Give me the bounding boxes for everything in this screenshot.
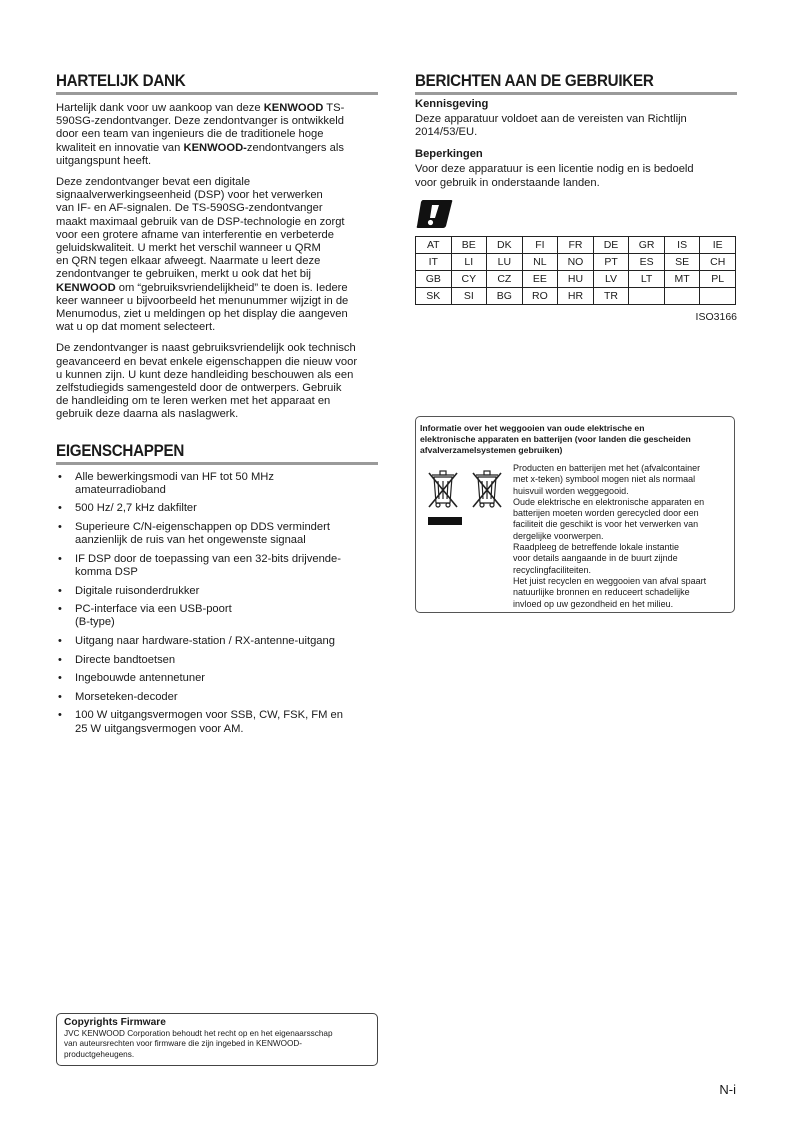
page-number: N-i <box>719 1082 736 1097</box>
country-cell: DK <box>487 236 523 253</box>
country-cell: HU <box>558 270 594 287</box>
country-cell: SE <box>664 253 700 270</box>
country-cell: CH <box>700 253 736 270</box>
country-cell: IE <box>700 236 736 253</box>
list-item: • 100 W uitgangsvermogen voor SSB, CW, FSK, FM en 25 W uitgangsvermogen voor AM. <box>58 709 343 735</box>
notice-title: Kennisgeving <box>415 98 489 110</box>
notice-text: Deze apparatuur voldoet aan de vereisten van Richtlijn 2014/53/EU. <box>415 113 687 139</box>
country-cell: SI <box>451 287 487 304</box>
country-cell: LU <box>487 253 523 270</box>
table-row <box>416 287 736 304</box>
country-cell: TR <box>593 287 629 304</box>
country-cell: FR <box>558 236 594 253</box>
list-item: • PC-interface via een USB-poort (B-type) <box>58 603 232 629</box>
table-row <box>416 253 736 270</box>
country-cell: IS <box>664 236 700 253</box>
copyright-title: Copyrights Firmware <box>64 1017 166 1028</box>
left-column <box>56 72 378 741</box>
table-row <box>416 236 736 253</box>
thanks-paragraph-2: Deze zendontvanger bevat een digitale signaalverwerkingseenheid (DSP) voor het verwerken van IF- en AF-signalen. De TS-590SG-zendontvanger maakt maximaal gebruik van de DSP-technologie en zorgt voor een grotere afname van interferentie en verbeterde geluidskwaliteit. U merkt het verschil wanneer u QRM en QRN tegen elkaar afweegt. Naarmate u leert deze zendontvanger te gebruiken, merkt u ook dat het bij KENWOOD om “gebruiksvriendelijkheid” te doen is. Iedere keer wanneer u bijvoorbeeld het menunummer wijzigt in de Menumodus, ziet u meldingen op het display die aangeven wat u op dat moment selecteert. <box>56 176 349 334</box>
restrictions-title: Beperkingen <box>415 148 483 161</box>
country-cell: IT <box>416 253 452 270</box>
country-cell <box>629 287 665 304</box>
country-cell: NL <box>522 253 558 270</box>
weee-bar <box>428 517 462 525</box>
thanks-heading: HARTELIJK DANK <box>56 72 378 95</box>
restrictions-text: Voor deze apparatuur is een licentie nodig en is bedoeld voor gebruik in onderstaande landen. <box>415 163 694 189</box>
iso-label: ISO3166 <box>695 310 737 323</box>
thanks-paragraph-1: Hartelijk dank voor uw aankoop van deze KENWOOD TS- 590SG-zendontvanger. Deze zendontvanger is ontwikkeld door een team van ingenieurs die de traditionele hoge kwaliteit en innovatie van KENWOOD-zendontvangers als uitgangspunt heeft. <box>56 102 345 167</box>
crossed-bin-icon <box>429 471 457 507</box>
list-item: • Digitale ruisonderdrukker <box>58 584 200 597</box>
list-item: • Superieure C/N-eigenschappen op DDS vermindert aanzienlijk de ruis van het ongewenste signaal <box>58 521 330 547</box>
list-item: • Morseteken-decoder <box>58 690 178 703</box>
list-item: • 500 Hz/ 2,7 kHz dakfilter <box>58 502 197 515</box>
country-cell: RO <box>522 287 558 304</box>
country-cell: BG <box>487 287 523 304</box>
waste-text: Producten en batterijen met het (afvalcontainer met x-teken) symbool mogen niet als normaal huisvuil worden weggegooid. Oude elektrische en elektronische apparaten en batterijen moeten worden gerecycled door een faciliteit die geschikt is voor het verwerken van dergelijke voorwerpen. Raadpleeg de betreffende lokale instantie voor details aangaande in de buurt zijnde recyclingfaciliteiten. Het juist recyclen en weggooien van afval spaart natuurlijke bronnen en reduceert schadelijke invloed op uw gezondheid en het milieu. <box>513 463 707 609</box>
country-cell: AT <box>416 236 452 253</box>
waste-disposal-box <box>415 416 735 613</box>
country-cell: SK <box>416 287 452 304</box>
country-cell: FI <box>522 236 558 253</box>
copyright-text: JVC KENWOOD Corporation behoudt het recht op en het eigenaarsschap van auteursrechten voor firmware die zijn ingebed in KENWOOD- productgeheugens. <box>64 1029 333 1059</box>
waste-title: Informatie over het weggooien van oude elektrische en elektronische apparaten en batterijen (voor landen die gescheiden afvalverzamelsystemen gebruiken) <box>420 423 691 455</box>
country-cell: CZ <box>487 270 523 287</box>
country-cell: GB <box>416 270 452 287</box>
country-cell: CY <box>451 270 487 287</box>
exclamation-warning-icon <box>415 197 455 231</box>
country-cell: LV <box>593 270 629 287</box>
country-table <box>415 236 736 305</box>
user-notices-heading: BERICHTEN AAN DE GEBRUIKER <box>415 72 737 95</box>
table-row <box>416 270 736 287</box>
features-heading: EIGENSCHAPPEN <box>56 442 378 465</box>
country-cell: ES <box>629 253 665 270</box>
country-cell: BE <box>451 236 487 253</box>
list-item: • Directe bandtoetsen <box>58 653 176 666</box>
list-item: • Uitgang naar hardware-station / RX-antenne-uitgang <box>58 635 335 648</box>
country-cell: HR <box>558 287 594 304</box>
copyright-box <box>56 1013 378 1066</box>
country-cell: LI <box>451 253 487 270</box>
country-cell: PL <box>700 270 736 287</box>
country-cell: PT <box>593 253 629 270</box>
country-cell <box>664 287 700 304</box>
weee-symbols <box>426 469 506 536</box>
list-item: • Alle bewerkingsmodi van HF tot 50 MHz amateurradioband <box>58 470 274 496</box>
country-cell: NO <box>558 253 594 270</box>
country-cell: GR <box>629 236 665 253</box>
right-column <box>415 72 737 609</box>
country-cell: EE <box>522 270 558 287</box>
country-cell: LT <box>629 270 665 287</box>
list-item: • IF DSP door de toepassing van een 32-bits drijvende- komma DSP <box>58 552 341 579</box>
crossed-battery-bin-icon <box>473 471 501 507</box>
country-cell <box>700 287 736 304</box>
country-cell: DE <box>593 236 629 253</box>
features-list <box>56 471 378 736</box>
thanks-paragraph-3: De zendontvanger is naast gebruiksvriendelijk ook technisch geavanceerd en bevat enkele eigenschappen die nieuw voor u kunnen zijn. U kunt deze handleiding beschouwen als een zelfstudiegids samengesteld door de ontwerpers. Gebruik de handleiding om te leren werken met het apparaat en gebruik deze daarna als naslagwerk. <box>56 342 358 421</box>
list-item: • Ingebouwde antennetuner <box>58 672 206 685</box>
country-cell: MT <box>664 270 700 287</box>
